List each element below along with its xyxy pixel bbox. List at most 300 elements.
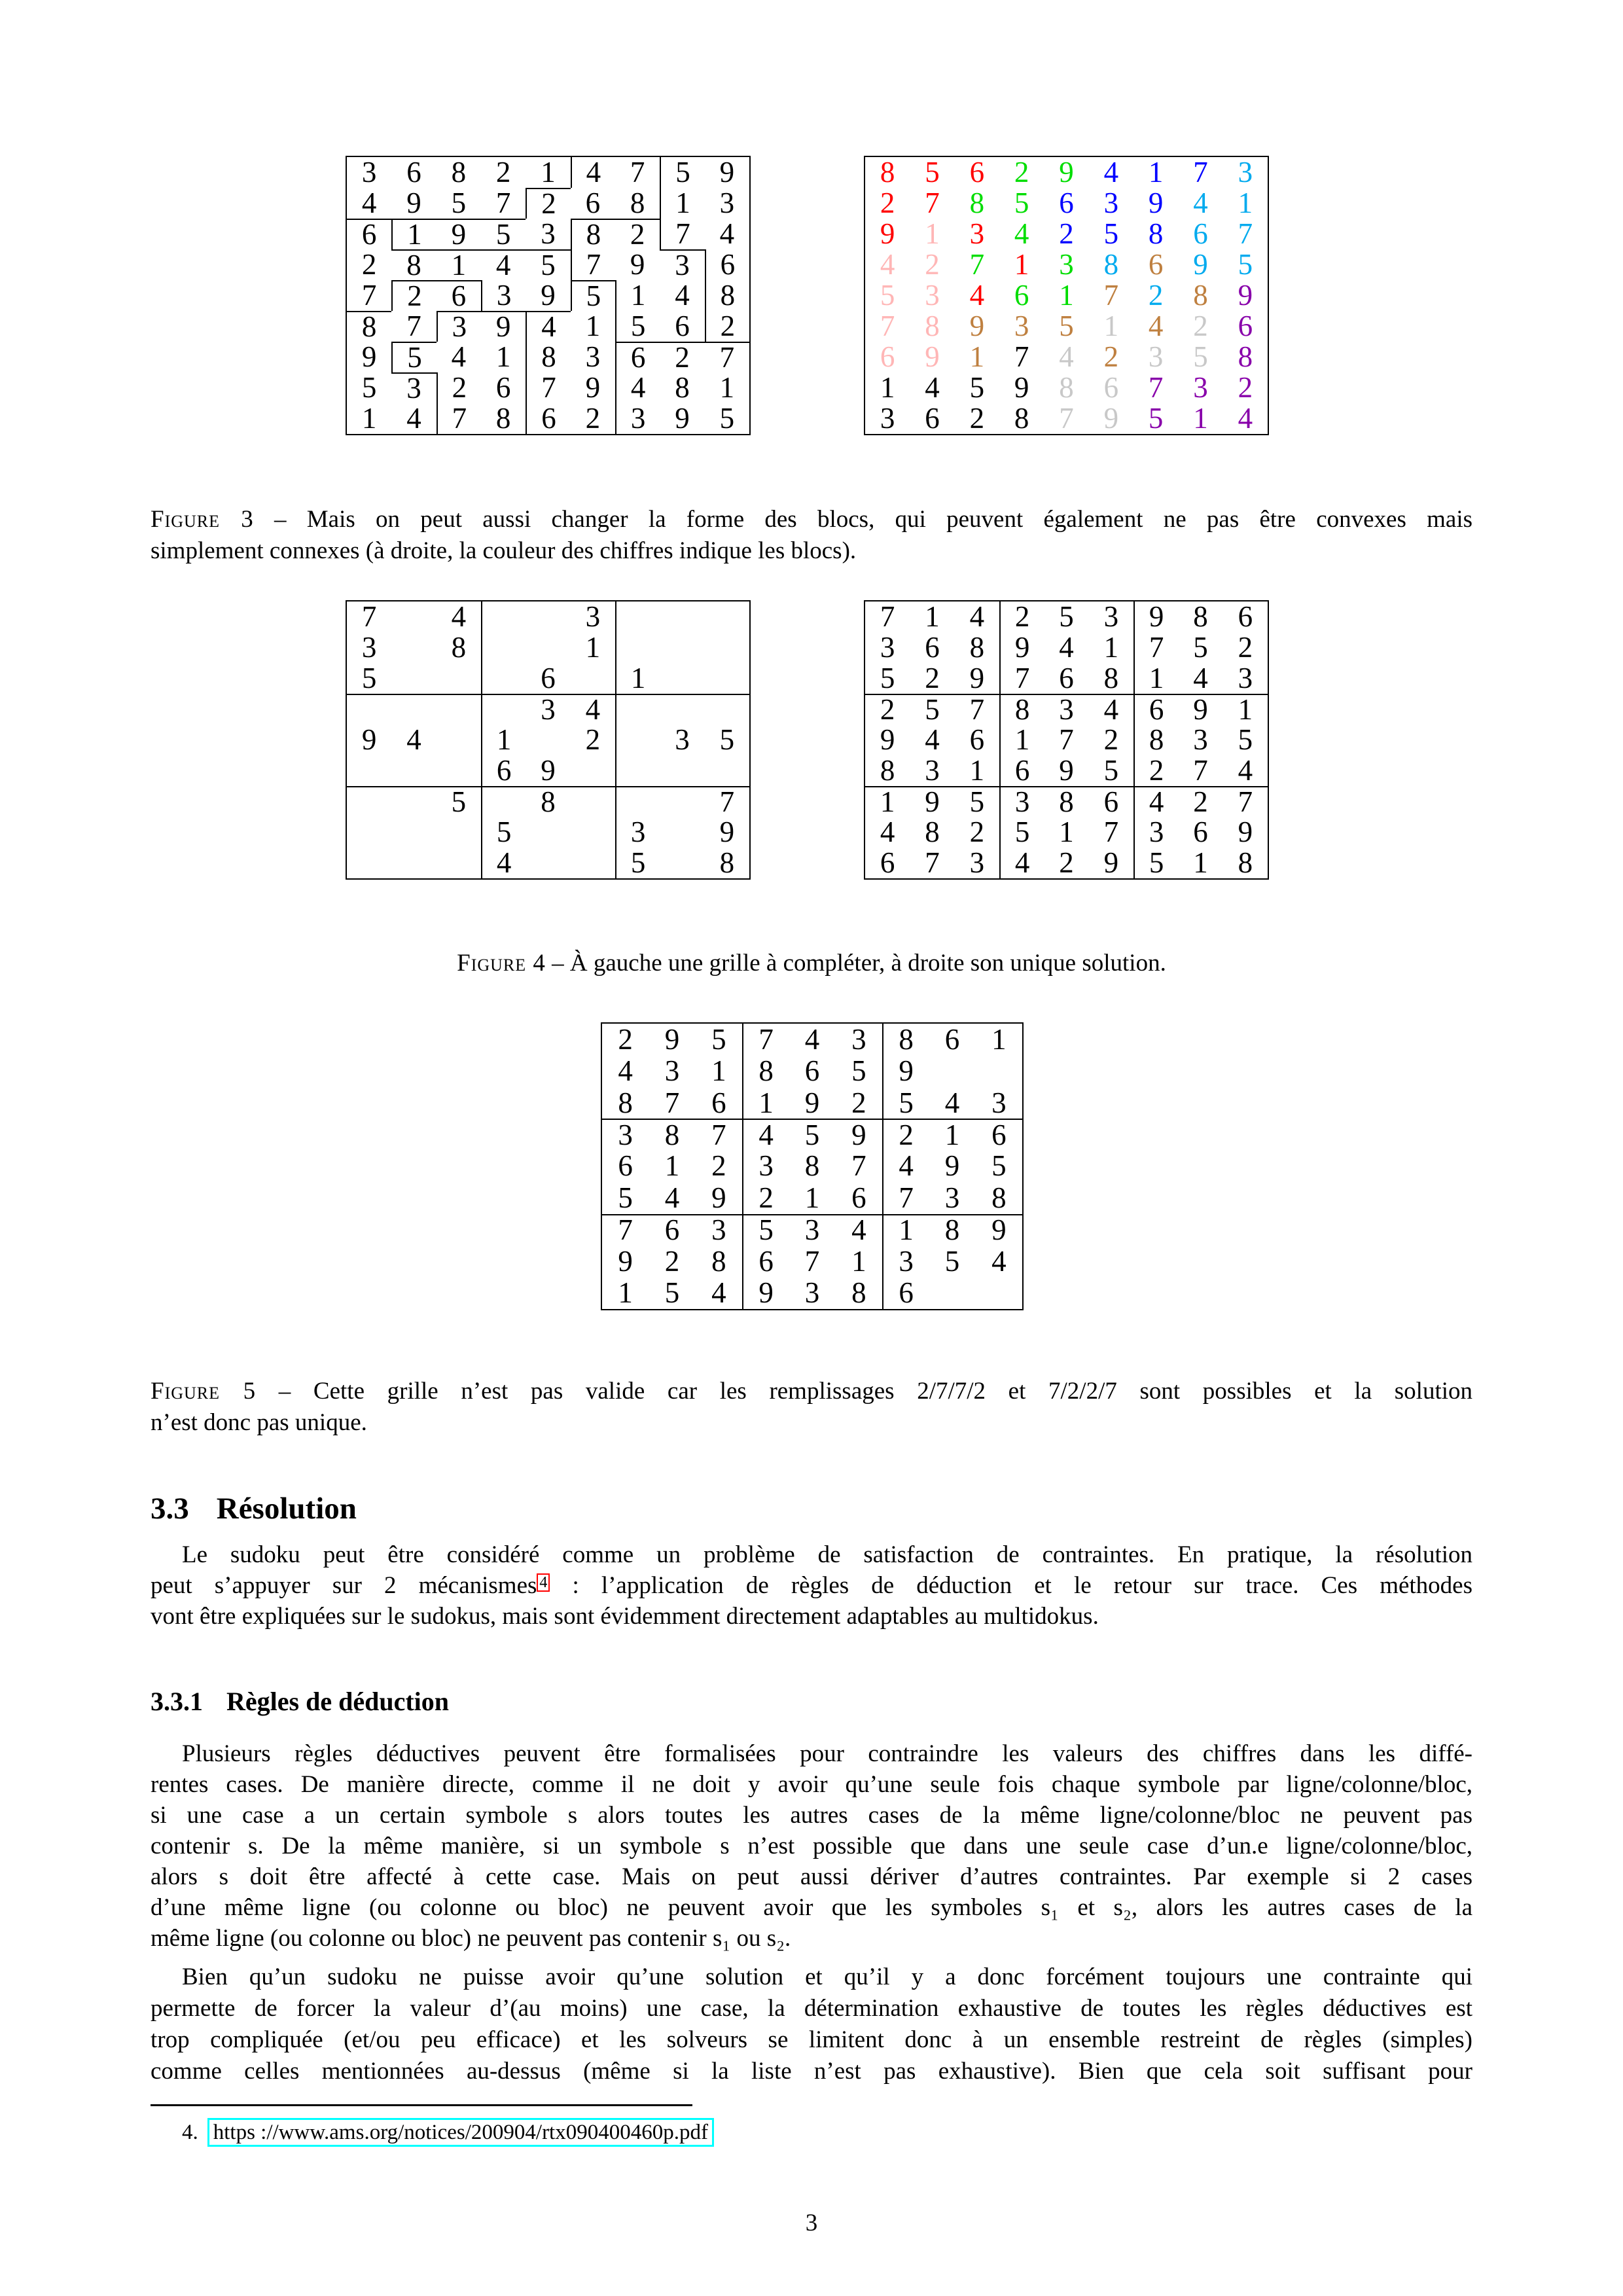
sudoku-cell: 4 — [880, 816, 895, 848]
sudoku-cell: 8 — [705, 280, 749, 311]
sudoku-cell: 9 — [882, 1055, 929, 1086]
sudoku-cell: 9 — [880, 723, 895, 756]
sudoku-cell — [481, 632, 526, 663]
text-line: peut s’appuyer sur 2 mécanismes 4 : l’application de règles de déduction et le retour sur trace. Ces méthodes — [151, 1572, 1472, 1599]
sudoku-cell — [571, 663, 615, 694]
sudoku-cell: 9 — [585, 371, 601, 404]
sudoku-cell: 3 — [526, 694, 570, 725]
sudoku-cell: 6 — [1103, 371, 1119, 404]
sudoku-cell — [347, 817, 391, 848]
text-line: permette de forcer la valeur d’(au moins) une case, la détermination exhaustive de toutes les règles déductives est — [151, 1995, 1472, 2022]
sudoku-cell: 4 — [944, 1086, 960, 1119]
sudoku-cell: 9 — [618, 1244, 633, 1278]
sudoku-cell: 4 — [451, 600, 467, 633]
sudoku-cell: 7 — [969, 248, 985, 281]
sudoku-cell: 7 — [1133, 632, 1178, 663]
sudoku-cell — [976, 1278, 1022, 1309]
sudoku-cell: 6 — [1133, 694, 1178, 725]
sudoku-cell: 2 — [969, 402, 985, 435]
sudoku-cell: 1 — [541, 156, 556, 188]
sudoku-cell: 6 — [969, 156, 985, 188]
sudoku-cell: 9 — [664, 1022, 680, 1056]
sudoku-cell: 2 — [1193, 310, 1208, 342]
sudoku-cell: 1 — [664, 1149, 680, 1183]
sudoku-cell: 6 — [437, 280, 481, 311]
sudoku-cell — [660, 694, 704, 725]
sudoku-cell: 6 — [1238, 600, 1253, 633]
sudoku-cell: 2 — [526, 188, 570, 219]
sudoku-cell: 3 — [1193, 371, 1208, 404]
text-line: Plusieurs règles déductives peuvent être formalisées pour contraindre les valeurs des chiffres dans les diffé- — [182, 1740, 1472, 1767]
sudoku-cell: 6 — [804, 1054, 820, 1088]
sudoku-cell: 2 — [882, 1119, 929, 1150]
sudoku-cell — [391, 786, 436, 817]
sudoku-cell: 1 — [391, 219, 436, 249]
sudoku-cell: 5 — [571, 280, 615, 311]
sudoku-cell: 7 — [526, 372, 570, 403]
sudoku-cell: 2 — [969, 816, 985, 848]
sudoku-cell: 6 — [705, 249, 749, 280]
sudoku-cell: 9 — [880, 217, 895, 250]
sudoku-cell: 8 — [1059, 371, 1074, 404]
sudoku-cell: 7 — [1103, 279, 1119, 312]
sudoku-cell: 8 — [1148, 217, 1164, 250]
sudoku-cell: 5 — [615, 848, 660, 878]
sudoku-cell: 3 — [880, 402, 895, 435]
sudoku-cell — [705, 632, 749, 663]
sudoku-cell: 7 — [602, 1214, 649, 1246]
sudoku-cell: 5 — [664, 1276, 680, 1310]
sudoku-cell: 2 — [999, 601, 1044, 632]
sudoku-cell: 4 — [1148, 310, 1164, 342]
sudoku-cell: 5 — [969, 371, 985, 404]
sudoku-cell: 7 — [925, 187, 940, 219]
sudoku-cell: 4 — [675, 279, 690, 312]
sudoku-cell: 4 — [1238, 754, 1253, 787]
sudoku-cell — [437, 848, 481, 878]
sudoku-cell: 3 — [602, 1119, 649, 1150]
sudoku-cell: 7 — [1103, 816, 1119, 848]
sudoku-cell: 1 — [437, 249, 481, 280]
sudoku-cell: 7 — [660, 219, 704, 249]
sudoku-cell: 9 — [944, 1149, 960, 1183]
sudoku-cell: 8 — [969, 631, 985, 664]
sudoku-cell: 7 — [1059, 723, 1074, 756]
sudoku-cell: 4 — [969, 279, 985, 312]
sudoku-cell: 6 — [585, 187, 601, 219]
sudoku-cell — [481, 601, 526, 632]
sudoku-cell: 5 — [955, 786, 999, 817]
sudoku-cell: 8 — [1103, 662, 1119, 694]
sudoku-cell: 4 — [1193, 662, 1208, 694]
sudoku-cell: 3 — [541, 217, 556, 250]
sudoku-cell: 9 — [910, 786, 954, 817]
sudoku-cell: 7 — [804, 1244, 820, 1278]
sudoku-cell: 9 — [1103, 402, 1119, 435]
sudoku-cell: 2 — [1238, 631, 1253, 664]
sudoku-cell: 8 — [1193, 600, 1208, 633]
sudoku-cell: 4 — [1103, 156, 1119, 188]
sudoku-cell: 2 — [391, 280, 436, 311]
sudoku-cell: 7 — [999, 663, 1044, 694]
sudoku-cell: 3 — [1059, 248, 1074, 281]
sudoku-cell: 3 — [944, 1181, 960, 1214]
sudoku-cell: 1 — [615, 663, 660, 694]
sudoku-cell: 5 — [1238, 248, 1253, 281]
sudoku-cell: 9 — [969, 310, 985, 342]
sudoku-cell — [705, 601, 749, 632]
sudoku-cell — [615, 755, 660, 786]
text-line: rentes cases. De manière directe, comme il ne doit y avoir qu’une seule fois chaque symbole par ligne/colonne/bloc, — [151, 1771, 1472, 1798]
sudoku-cell — [347, 786, 391, 817]
sudoku-cell: 1 — [495, 340, 511, 373]
figure3-right-grid — [864, 156, 1269, 435]
sudoku-cell: 8 — [1044, 786, 1088, 817]
sudoku-cell — [571, 848, 615, 878]
sudoku-cell: 3 — [1014, 310, 1029, 342]
sudoku-cell: 1 — [865, 786, 910, 817]
sudoku-cell: 3 — [660, 249, 704, 280]
sudoku-cell: 9 — [1238, 816, 1253, 848]
sudoku-cell: 7 — [742, 1024, 789, 1055]
sudoku-cell: 5 — [742, 1214, 789, 1246]
sudoku-cell: 7 — [705, 342, 749, 372]
sudoku-cell: 5 — [481, 817, 526, 848]
sudoku-cell: 1 — [1133, 663, 1178, 694]
sudoku-cell: 7 — [696, 1119, 742, 1150]
sudoku-cell: 8 — [649, 1119, 695, 1150]
sudoku-cell: 2 — [1103, 723, 1119, 756]
sudoku-cell: 6 — [618, 1149, 633, 1183]
sudoku-cell: 9 — [541, 279, 556, 312]
sudoku-cell: 6 — [1193, 217, 1208, 250]
sudoku-cell — [526, 725, 570, 755]
sudoku-cell: 3 — [1133, 817, 1178, 848]
sudoku-cell: 1 — [1238, 187, 1253, 219]
subsection-heading: 3.3.1 Règles de déduction — [151, 1687, 449, 1716]
sudoku-cell: 6 — [1089, 786, 1133, 817]
sudoku-cell: 9 — [437, 219, 481, 249]
sudoku-cell: 6 — [880, 340, 895, 373]
sudoku-cell: 8 — [711, 1244, 726, 1278]
sudoku-cell: 2 — [1148, 279, 1164, 312]
sudoku-cell: 7 — [630, 156, 645, 188]
sudoku-cell: 8 — [1238, 340, 1253, 373]
sudoku-cell: 9 — [361, 340, 377, 373]
sudoku-cell: 7 — [1238, 217, 1253, 250]
sudoku-cell: 9 — [999, 632, 1044, 663]
text-line: comme celles mentionnées au-dessus (même si la liste n’est pas exhaustive). Bien que cela soit suffisant pour — [151, 2058, 1472, 2085]
sudoku-cell: 8 — [526, 342, 570, 372]
sudoku-cell: 6 — [347, 219, 391, 249]
sudoku-cell: 4 — [618, 1054, 633, 1088]
sudoku-cell: 4 — [925, 723, 940, 756]
sudoku-cell: 4 — [664, 1181, 680, 1214]
sudoku-cell: 4 — [991, 1244, 1007, 1278]
sudoku-cell: 5 — [1059, 600, 1074, 633]
sudoku-cell: 8 — [925, 816, 940, 848]
sudoku-cell: 7 — [495, 187, 511, 219]
sudoku-cell — [481, 663, 526, 694]
sudoku-cell: 3 — [1103, 187, 1119, 219]
sudoku-cell: 4 — [969, 600, 985, 633]
text-line: alors s doit être affecté à cette case. Mais on peut aussi dériver d’autres contraintes. Par exemple si 2 cases — [151, 1863, 1472, 1890]
sudoku-cell — [347, 694, 391, 725]
sudoku-cell — [615, 632, 660, 663]
sudoku-cell: 3 — [1193, 723, 1208, 756]
sudoku-cell: 3 — [361, 156, 377, 188]
sudoku-cell: 1 — [925, 217, 940, 250]
sudoku-cell: 2 — [660, 342, 704, 372]
sudoku-cell: 4 — [451, 340, 467, 373]
sudoku-cell: 5 — [615, 311, 660, 342]
sudoku-cell: 3 — [1238, 156, 1253, 188]
text-line: Bien qu’un sudoku ne puisse avoir qu’une solution et qu’il y a donc forcément toujours une contrainte qui — [182, 1964, 1472, 1990]
sudoku-cell: 4 — [1193, 187, 1208, 219]
sudoku-cell: 6 — [742, 1246, 789, 1277]
sudoku-cell: 9 — [1238, 279, 1253, 312]
sudoku-cell: 2 — [1059, 217, 1074, 250]
sudoku-cell — [976, 1055, 1022, 1086]
sudoku-cell — [660, 755, 704, 786]
sudoku-cell: 6 — [925, 402, 940, 435]
sudoku-cell: 2 — [664, 1244, 680, 1278]
sudoku-cell: 5 — [1103, 217, 1119, 250]
footnote-number: 4. — [182, 2121, 198, 2144]
sudoku-cell: 6 — [1238, 310, 1253, 342]
sudoku-cell: 9 — [804, 1086, 820, 1119]
sudoku-cell: 6 — [675, 310, 690, 342]
caption-line: Figure 5 – Cette grille n’est pas valide car les remplissages 2/7/7/2 et 7/2/2/7 sont possibles et la solution — [151, 1378, 1473, 1405]
sudoku-cell: 2 — [1238, 371, 1253, 404]
sudoku-cell — [437, 755, 481, 786]
sudoku-cell: 7 — [1148, 371, 1164, 404]
sudoku-cell: 3 — [804, 1276, 820, 1310]
sudoku-cell: 5 — [1193, 340, 1208, 373]
sudoku-cell: 7 — [880, 310, 895, 342]
caption-line: Figure 3 – Mais on peut aussi changer la forme des blocs, qui peuvent également ne pas être convexes mais — [151, 506, 1473, 533]
sudoku-cell: 8 — [880, 754, 895, 787]
sudoku-cell: 9 — [1133, 601, 1178, 632]
sudoku-cell: 5 — [481, 219, 526, 249]
sudoku-cell: 1 — [1223, 694, 1268, 725]
sudoku-cell: 2 — [705, 311, 749, 342]
sudoku-cell: 1 — [742, 1087, 789, 1119]
sudoku-cell — [705, 694, 749, 725]
sudoku-cell: 2 — [585, 402, 601, 435]
footnote-rule — [151, 2104, 692, 2106]
sudoku-cell: 7 — [1059, 402, 1074, 435]
sudoku-cell: 4 — [836, 1214, 882, 1246]
sudoku-cell: 7 — [406, 310, 421, 342]
sudoku-cell: 6 — [1148, 248, 1164, 281]
sudoku-cell: 9 — [925, 340, 940, 373]
figure3-left-grid — [346, 156, 751, 435]
sudoku-cell: 4 — [406, 402, 421, 435]
sudoku-cell: 5 — [880, 662, 895, 694]
sudoku-cell: 1 — [851, 1244, 866, 1278]
sudoku-cell: 2 — [1014, 156, 1029, 188]
sudoku-cell: 1 — [660, 188, 704, 219]
sudoku-cell: 9 — [1014, 371, 1029, 404]
sudoku-cell — [660, 817, 704, 848]
sudoku-cell — [391, 601, 436, 632]
sudoku-cell: 3 — [437, 311, 481, 342]
sudoku-cell: 1 — [991, 1022, 1007, 1056]
sudoku-cell: 5 — [1103, 754, 1119, 787]
sudoku-cell — [571, 817, 615, 848]
sudoku-cell — [929, 1055, 975, 1086]
figure-label: Figure 4 — [457, 950, 546, 977]
sudoku-cell: 5 — [451, 187, 467, 219]
sudoku-cell: 8 — [991, 1181, 1007, 1214]
sudoku-cell: 9 — [1103, 846, 1119, 879]
sudoku-cell: 8 — [1103, 248, 1119, 281]
sudoku-cell: 1 — [1103, 631, 1119, 664]
sudoku-cell: 6 — [1014, 279, 1029, 312]
sudoku-cell: 2 — [880, 187, 895, 219]
sudoku-cell: 7 — [882, 1182, 929, 1213]
sudoku-cell: 2 — [1059, 846, 1074, 879]
sudoku-cell: 5 — [880, 279, 895, 312]
sudoku-cell: 9 — [406, 187, 421, 219]
sudoku-cell: 4 — [1238, 402, 1253, 435]
sudoku-cell: 3 — [851, 1022, 866, 1056]
sudoku-cell: 5 — [991, 1149, 1007, 1183]
sudoku-cell: 7 — [361, 600, 377, 633]
sudoku-cell: 5 — [1059, 310, 1074, 342]
sudoku-cell: 3 — [925, 279, 940, 312]
sudoku-cell: 1 — [882, 1214, 929, 1246]
sudoku-cell: 7 — [571, 249, 615, 280]
sudoku-cell: 3 — [789, 1214, 835, 1246]
sudoku-cell — [660, 632, 704, 663]
sudoku-cell: 5 — [789, 1119, 835, 1150]
sudoku-cell: 6 — [882, 1278, 929, 1309]
sudoku-cell: 4 — [571, 694, 615, 725]
sudoku-cell: 3 — [880, 631, 895, 664]
sudoku-cell: 5 — [910, 694, 954, 725]
sudoku-cell: 3 — [585, 600, 601, 633]
sudoku-cell: 6 — [851, 1181, 866, 1214]
sudoku-cell: 9 — [836, 1119, 882, 1150]
sudoku-cell: 3 — [1044, 694, 1088, 725]
sudoku-cell: 8 — [451, 631, 467, 664]
sudoku-cell: 2 — [711, 1149, 726, 1183]
footnote-url-link[interactable]: https ://www.ams.org/notices/200904/rtx090400460p.pdf — [207, 2118, 714, 2147]
sudoku-cell: 8 — [925, 310, 940, 342]
paragraph-rules-2 — [151, 1962, 1472, 2087]
sudoku-cell: 9 — [361, 723, 377, 756]
sudoku-cell: 8 — [742, 1055, 789, 1086]
sudoku-cell: 2 — [495, 156, 511, 188]
sudoku-cell: 5 — [618, 1181, 633, 1214]
sudoku-cell: 1 — [481, 725, 526, 755]
sudoku-cell: 5 — [925, 156, 940, 188]
sudoku-cell — [660, 786, 704, 817]
sudoku-cell: 5 — [999, 817, 1044, 848]
sudoku-cell: 2 — [615, 219, 660, 249]
sudoku-cell: 3 — [882, 1246, 929, 1277]
sudoku-cell: 1 — [1059, 816, 1074, 848]
sudoku-cell — [660, 848, 704, 878]
sudoku-cell: 1 — [585, 310, 601, 342]
sudoku-cell: 1 — [925, 600, 940, 633]
sudoku-cell — [615, 725, 660, 755]
sudoku-cell: 9 — [1178, 694, 1222, 725]
sudoku-cell: 4 — [882, 1151, 929, 1182]
sudoku-cell — [615, 694, 660, 725]
sudoku-cell — [391, 694, 436, 725]
sudoku-cell — [437, 694, 481, 725]
figure-label: Figure 5 — [151, 1378, 257, 1405]
sudoku-cell: 3 — [969, 846, 985, 879]
sudoku-cell: 5 — [882, 1087, 929, 1119]
sudoku-cell: 7 — [1193, 754, 1208, 787]
sudoku-cell: 3 — [1103, 600, 1119, 633]
sudoku-cell: 5 — [851, 1054, 866, 1088]
sudoku-cell: 4 — [615, 372, 660, 403]
sudoku-cell — [437, 817, 481, 848]
sudoku-cell: 4 — [1059, 340, 1074, 373]
sudoku-cell: 4 — [804, 1022, 820, 1056]
sudoku-cell: 8 — [347, 311, 391, 342]
sudoku-cell: 6 — [615, 342, 660, 372]
sudoku-cell: 4 — [1133, 786, 1178, 817]
sudoku-cell: 2 — [437, 372, 481, 403]
sudoku-cell — [481, 694, 526, 725]
sudoku-cell: 8 — [495, 402, 511, 435]
sudoku-cell: 8 — [1014, 402, 1029, 435]
sudoku-cell: 2 — [618, 1022, 633, 1056]
sudoku-cell: 9 — [481, 311, 526, 342]
sudoku-cell: 5 — [660, 157, 704, 188]
sudoku-cell: 7 — [880, 600, 895, 633]
sudoku-cell: 8 — [571, 219, 615, 249]
sudoku-cell: 8 — [851, 1276, 866, 1310]
sudoku-cell — [391, 755, 436, 786]
sudoku-cell: 7 — [851, 1149, 866, 1183]
sudoku-cell: 6 — [649, 1214, 695, 1246]
sudoku-cell: 3 — [615, 403, 660, 434]
sudoku-cell: 8 — [1238, 846, 1253, 879]
paragraph-rules-1 — [151, 1738, 1472, 1954]
footnote-marker-link[interactable]: 4 — [537, 1573, 550, 1592]
sudoku-cell: 3 — [615, 817, 660, 848]
sudoku-cell: 1 — [969, 340, 985, 373]
paragraph-resolution — [151, 1539, 1472, 1632]
sudoku-cell: 8 — [1193, 279, 1208, 312]
sudoku-cell: 3 — [675, 723, 690, 756]
sudoku-cell: 7 — [361, 279, 377, 312]
sudoku-cell: 1 — [615, 280, 660, 311]
sudoku-cell: 8 — [804, 1149, 820, 1183]
sudoku-cell: 3 — [696, 1214, 742, 1246]
sudoku-cell: 4 — [1014, 217, 1029, 250]
sudoku-cell: 9 — [719, 156, 735, 188]
sudoku-cell: 2 — [851, 1086, 866, 1119]
sudoku-cell: 4 — [1089, 694, 1133, 725]
sudoku-cell: 5 — [1193, 631, 1208, 664]
sudoku-cell: 3 — [969, 217, 985, 250]
sudoku-cell: 7 — [705, 786, 749, 817]
sudoku-cell: 4 — [361, 187, 377, 219]
figure4-caption: Figure 4 – À gauche une grille à compléter, à droite son unique solution. — [457, 950, 1166, 977]
sudoku-cell: 6 — [1059, 187, 1074, 219]
figure4-solution-grid — [864, 600, 1269, 880]
sudoku-cell: 3 — [742, 1151, 789, 1182]
text-line: d’une même ligne (ou colonne ou bloc) ne peuvent avoir que les symboles s₁ et s₂, alors les autres cases de la — [151, 1894, 1472, 1921]
